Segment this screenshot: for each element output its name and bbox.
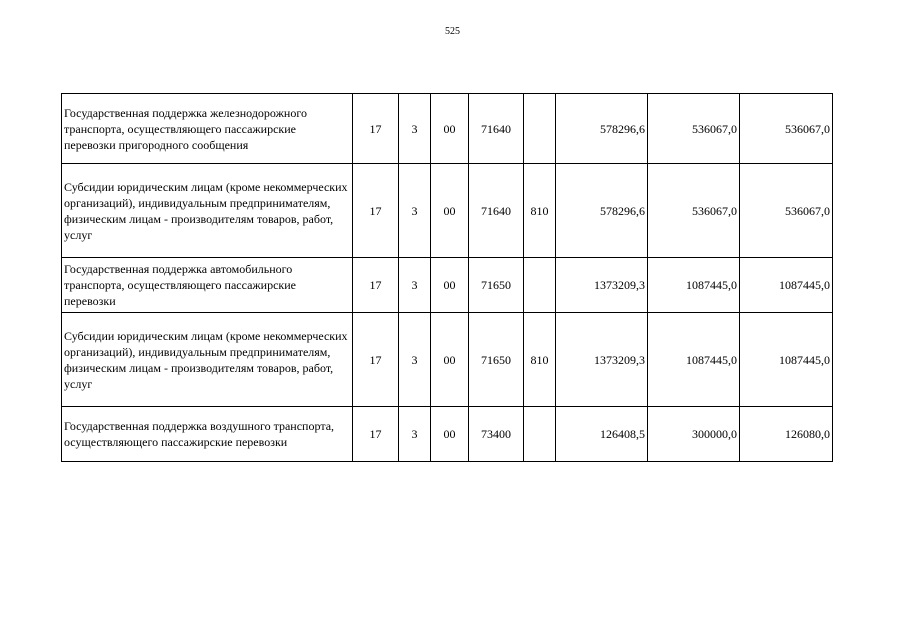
table-row	[62, 407, 833, 462]
amount-3: 536067,0	[740, 164, 833, 258]
amount-1: 1373209,3	[556, 313, 648, 407]
code-item: 71650	[469, 258, 524, 313]
code-subsection: 3	[399, 164, 431, 258]
code-section: 17	[353, 407, 399, 462]
code-item: 71640	[469, 94, 524, 164]
amount-2: 1087445,0	[648, 258, 740, 313]
code-program: 00	[431, 94, 469, 164]
code-program: 00	[431, 164, 469, 258]
table-row	[62, 313, 833, 407]
code-expense-type: 810	[524, 313, 556, 407]
amount-2: 536067,0	[648, 164, 740, 258]
table-row	[62, 164, 833, 258]
amount-1: 578296,6	[556, 94, 648, 164]
amount-1: 1373209,3	[556, 258, 648, 313]
amount-3: 536067,0	[740, 94, 833, 164]
amount-1: 126408,5	[556, 407, 648, 462]
code-subsection: 3	[399, 258, 431, 313]
code-subsection: 3	[399, 94, 431, 164]
code-section: 17	[353, 258, 399, 313]
budget-table	[61, 93, 833, 462]
row-name: Субсидии юридическим лицам (кроме некоммерческих организаций), индивидуальным предпринимателям, физическим лицам - производителям товаров, работ, услуг	[62, 313, 353, 407]
row-name: Государственная поддержка автомобильного транспорта, осуществляющего пассажирские перевозки	[62, 258, 353, 313]
table-row	[62, 258, 833, 313]
amount-3: 126080,0	[740, 407, 833, 462]
amount-2: 300000,0	[648, 407, 740, 462]
code-expense-type	[524, 94, 556, 164]
code-subsection: 3	[399, 313, 431, 407]
code-subsection: 3	[399, 407, 431, 462]
code-expense-type: 810	[524, 164, 556, 258]
code-section: 17	[353, 313, 399, 407]
amount-2: 536067,0	[648, 94, 740, 164]
code-expense-type	[524, 407, 556, 462]
code-section: 17	[353, 164, 399, 258]
amount-2: 1087445,0	[648, 313, 740, 407]
code-expense-type	[524, 258, 556, 313]
row-name: Государственная поддержка воздушного транспорта, осуществляющего пассажирские перевозки	[62, 407, 353, 462]
code-section: 17	[353, 94, 399, 164]
amount-3: 1087445,0	[740, 258, 833, 313]
amount-1: 578296,6	[556, 164, 648, 258]
code-item: 71650	[469, 313, 524, 407]
code-item: 73400	[469, 407, 524, 462]
code-program: 00	[431, 258, 469, 313]
code-program: 00	[431, 407, 469, 462]
table-row	[62, 94, 833, 164]
amount-3: 1087445,0	[740, 313, 833, 407]
code-item: 71640	[469, 164, 524, 258]
row-name: Субсидии юридическим лицам (кроме некоммерческих организаций), индивидуальным предпринимателям, физическим лицам - производителям товаров, работ, услуг	[62, 164, 353, 258]
page-number: 525	[445, 26, 460, 37]
code-program: 00	[431, 313, 469, 407]
row-name: Государственная поддержка железнодорожного транспорта, осуществляющего пассажирские перевозки пригородного сообщения	[62, 94, 353, 164]
